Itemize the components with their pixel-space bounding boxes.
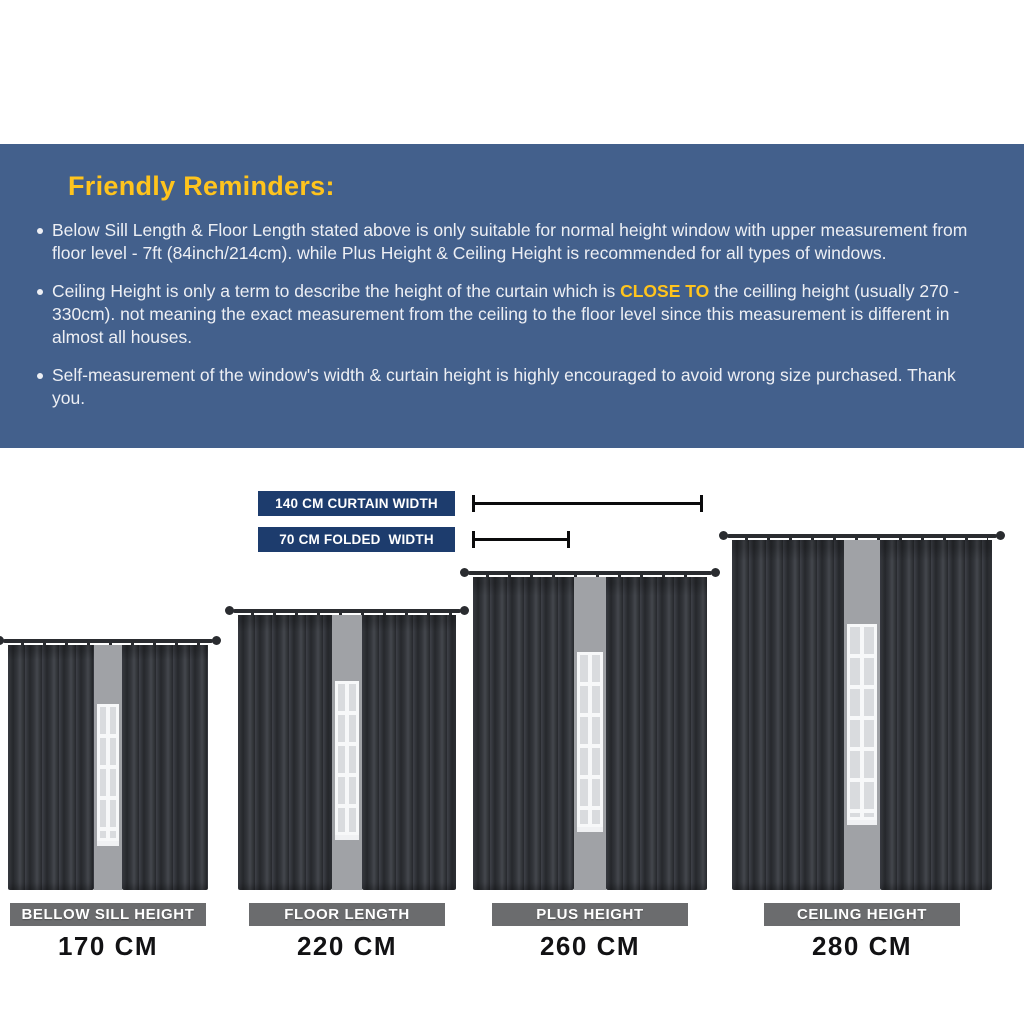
reminder-item-2-text-after: the ceilling height (usually 270 - 330cm). not meaning the exact measurement from the ceiling to the floor level since this measurement is different in almost all houses. <box>52 281 960 347</box>
curtain-drapes <box>8 645 208 890</box>
curtain-panel-left <box>238 615 332 890</box>
curtain-size-option-floor-length <box>238 608 456 962</box>
curtain-panel-right <box>880 540 992 890</box>
size-value: 260 CM <box>539 931 641 961</box>
curtain-panel-left <box>8 645 94 890</box>
reminder-item-2-highlight: CLOSE TO <box>620 281 710 301</box>
curtain-panel-right <box>362 615 456 890</box>
window-gap <box>94 645 122 890</box>
reminders-list <box>0 219 1024 410</box>
window-panes <box>335 681 359 835</box>
reminder-item-3-text: Self-measurement of the window's width & curtain height is highly encouraged to avoid wrong size purchased. Thank you. <box>52 365 956 408</box>
curtain-drapes <box>473 577 707 890</box>
curtain-size-option-plus-height <box>473 570 707 962</box>
folded-width-measure-line <box>472 538 570 541</box>
reminder-item-1-text: Below Sill Length & Floor Length stated above is only suitable for normal height window with upper measurement from floor level - 7ft (84inch/214cm). while Plus Height & Ceiling Height is recommended for all types of windows. <box>52 220 968 263</box>
curtain-illustration <box>473 570 707 890</box>
window-gap <box>844 540 880 890</box>
curtain-width-measure-line <box>472 502 703 505</box>
curtain-size-option-ceiling-height <box>732 533 992 962</box>
curtain-panel-left <box>473 577 574 890</box>
banner-title: Friendly Reminders: <box>68 171 335 201</box>
size-value: 220 CM <box>296 931 398 961</box>
window-panes <box>577 652 603 827</box>
size-label: BELLOW SILL HEIGHT <box>10 903 206 926</box>
size-label: PLUS HEIGHT <box>492 903 688 926</box>
curtain-panel-right <box>122 645 208 890</box>
window-panes <box>847 624 876 820</box>
curtain-illustration <box>732 533 992 890</box>
window-gap <box>332 615 363 890</box>
curtain-panel-left <box>732 540 844 890</box>
curtain-size-option-bellow-sill <box>8 638 208 962</box>
reminder-item-1 <box>52 219 986 265</box>
size-label: FLOOR LENGTH <box>249 903 445 926</box>
curtain-illustration <box>238 608 456 890</box>
curtain-drapes <box>238 615 456 890</box>
curtain-width-chip: 140 CM CURTAIN WIDTH <box>258 491 455 516</box>
size-value: 280 CM <box>811 931 913 961</box>
curtain-panel-right <box>606 577 707 890</box>
size-value: 170 CM <box>57 931 159 961</box>
curtain-drapes <box>732 540 992 890</box>
reminder-item-2-text-before: Ceiling Height is only a term to describe the height of the curtain which is <box>52 281 621 301</box>
size-label: CEILING HEIGHT <box>764 903 960 926</box>
reminders-banner <box>0 144 1024 448</box>
reminder-item-3 <box>52 364 986 410</box>
curtain-illustration <box>8 638 208 890</box>
window-panes <box>97 704 119 841</box>
reminder-item-2 <box>52 280 986 349</box>
curtain-showcase <box>0 448 1024 1024</box>
window-gap <box>574 577 607 890</box>
folded-width-chip: 70 CM FOLDED WIDTH <box>258 527 455 552</box>
